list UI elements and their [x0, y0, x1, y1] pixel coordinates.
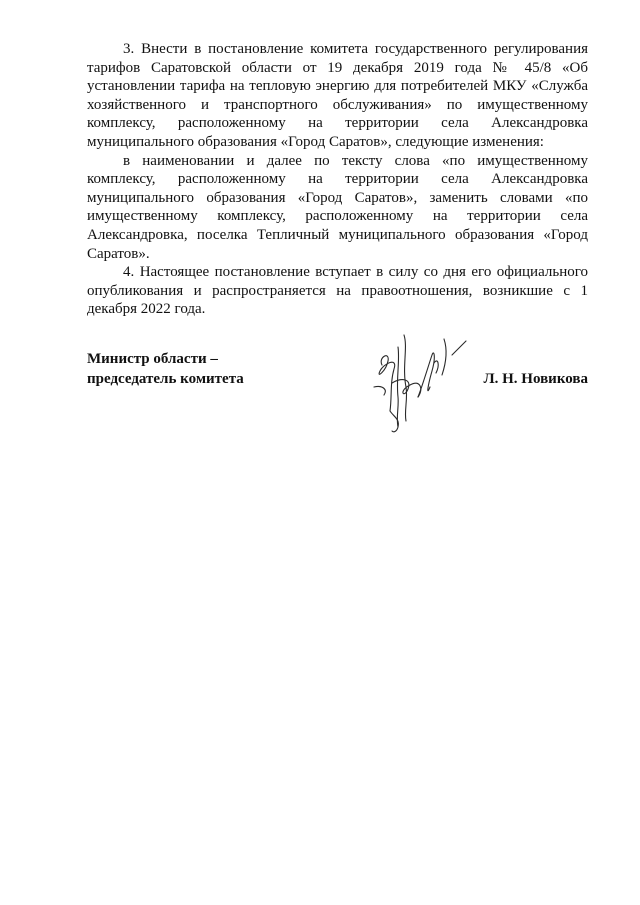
paragraph-item-3: 3. Внести в постановление комитета государственного регулирования тарифов Саратовской области от 19 декабря 2019 года № 45/8 «Об установлении тарифа на тепловую энергию для потребителей МКУ «Служба хозяйственного и транспортного обслуживания» по имущественному комплексу, расположенному на территории села Александровка муниципального образования «Город Саратов», следующие изменения:: [87, 41, 588, 150]
paragraph-item-4: 4. Настоящее постановление вступает в силу со дня его официального опубликования и распространяется на правоотношения, возникшие с 1 декабря 2022 года.: [87, 264, 588, 318]
paragraph-replacement-text: в наименовании и далее по тексту слова «по имущественному комплексу, расположенному на территории села Александровка муниципального образования «Город Саратов», заменить словами «по имущественному комплексу, расположенному на территории села Александровка, поселка Тепличный муниципального образования «Город Саратов».: [87, 152, 588, 262]
signatory-title-line1: Министр области –: [87, 351, 218, 367]
document-body: [87, 40, 588, 319]
signatory-name: Л. Н. Новикова: [483, 371, 588, 387]
handwritten-signature-icon: [368, 327, 468, 439]
signatory-title-line2: председатель комитета: [87, 371, 244, 387]
signature-block: [87, 349, 588, 439]
signatory-title: [87, 349, 244, 389]
